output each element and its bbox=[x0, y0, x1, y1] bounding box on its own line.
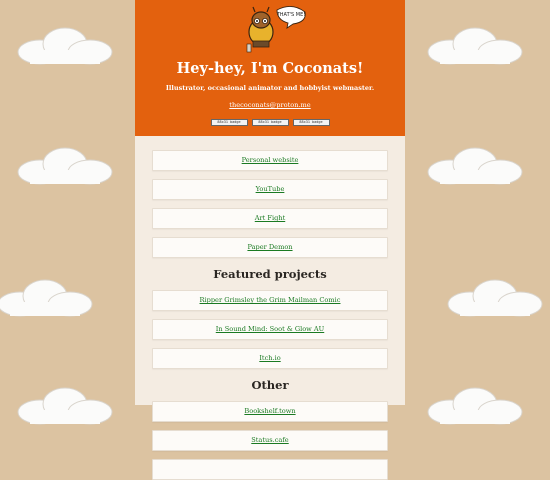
other-heading: Other bbox=[251, 378, 289, 392]
link-paper-demon[interactable]: Paper Demon bbox=[152, 237, 388, 258]
cloud-decoration bbox=[440, 272, 550, 322]
cloud-decoration bbox=[420, 380, 530, 430]
badge-88x31[interactable]: 88x31 badge bbox=[252, 119, 289, 126]
link-youtube[interactable]: YouTube bbox=[152, 179, 388, 200]
hero-header bbox=[135, 0, 405, 136]
page-subtitle: Illustrator, occasional animator and hobbyist webmaster. bbox=[165, 84, 375, 92]
link-other-partial[interactable] bbox=[152, 459, 388, 480]
speech-bubble-text: THAT'S ME! bbox=[276, 12, 306, 18]
cloud-decoration bbox=[420, 20, 530, 70]
link-personal-website[interactable]: Personal website bbox=[152, 150, 388, 171]
link-status-cafe[interactable]: Status.cafe bbox=[152, 430, 388, 451]
link-itch-io[interactable]: Itch.io bbox=[152, 348, 388, 369]
main-column bbox=[135, 0, 405, 444]
mascot-avatar bbox=[237, 4, 309, 54]
email-link[interactable]: thecoconats@proton.me bbox=[229, 101, 311, 109]
link-bookshelf-town[interactable]: Bookshelf.town bbox=[152, 401, 388, 422]
link-art-fight[interactable]: Art Fight bbox=[152, 208, 388, 229]
cloud-decoration bbox=[10, 20, 120, 70]
cloud-decoration bbox=[10, 140, 120, 190]
badge-88x31[interactable]: 88x31 badge bbox=[293, 119, 330, 126]
badge-row bbox=[135, 119, 405, 126]
cloud-decoration bbox=[420, 140, 530, 190]
featured-projects-heading: Featured projects bbox=[213, 267, 327, 281]
cloud-decoration bbox=[0, 272, 100, 322]
cloud-decoration bbox=[10, 380, 120, 430]
link-ripper-grimsley[interactable]: Ripper Grimsley the Grim Mailman Comic bbox=[152, 290, 388, 311]
links-section bbox=[135, 136, 405, 480]
badge-88x31[interactable]: 88x31 badge bbox=[211, 119, 248, 126]
page-title: Hey-hey, I'm Coconats! bbox=[176, 60, 364, 77]
link-in-sound-mind[interactable]: In Sound Mind: Soot & Glow AU bbox=[152, 319, 388, 340]
